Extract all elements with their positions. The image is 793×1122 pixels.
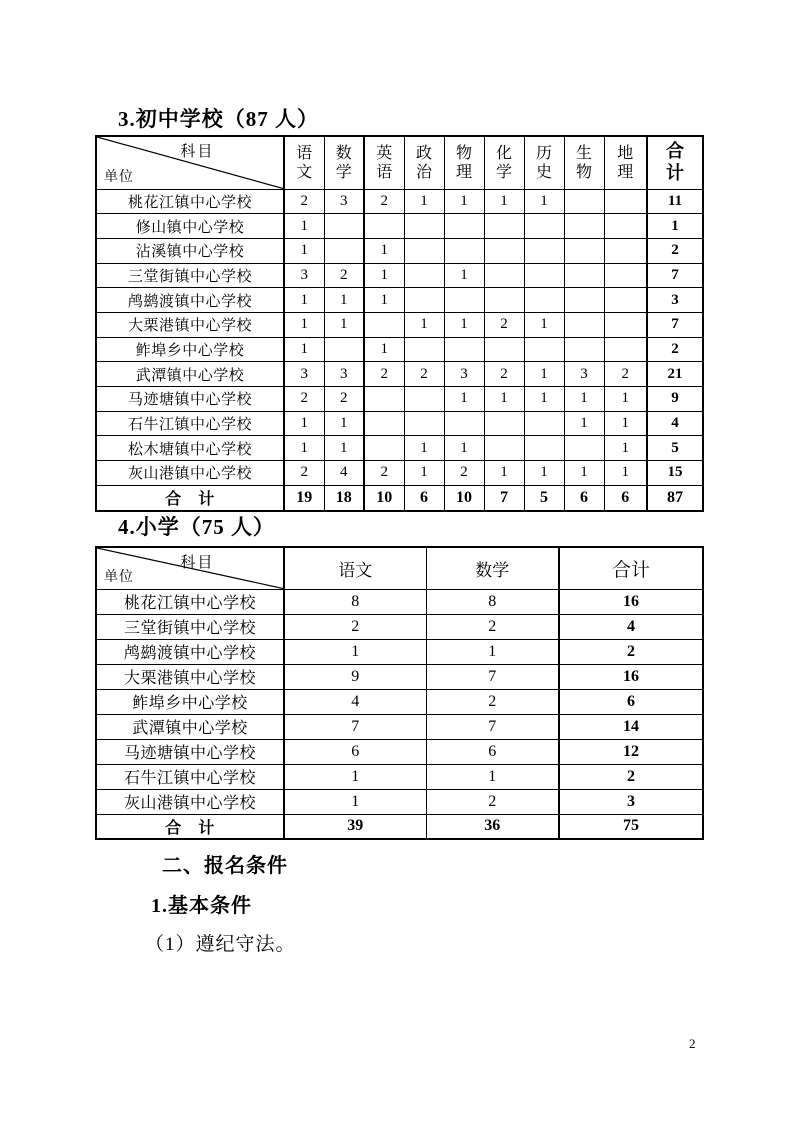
count-cell: 3 [444, 362, 484, 387]
table-row [96, 639, 703, 664]
count-cell: 18 [324, 485, 364, 511]
school-name-cell: 三堂街镇中心学校 [96, 263, 284, 288]
count-cell [404, 263, 444, 288]
total-label-cell: 合 计 [96, 814, 284, 839]
count-cell: 5 [647, 436, 703, 461]
count-cell: 1 [404, 189, 444, 214]
school-name-cell: 武潭镇中心学校 [96, 362, 284, 387]
count-cell: 1 [284, 789, 426, 814]
count-cell: 1 [564, 461, 604, 486]
count-cell [604, 288, 647, 313]
count-cell: 2 [324, 387, 364, 412]
count-cell [484, 238, 524, 263]
count-cell: 9 [647, 387, 703, 412]
count-cell: 1 [604, 461, 647, 486]
table-row [96, 312, 703, 337]
count-cell: 2 [559, 639, 703, 664]
table-row [96, 362, 703, 387]
conditions-heading: 二、报名条件 [162, 855, 288, 877]
count-cell: 16 [559, 589, 703, 614]
school-name-cell: 鸬鹚渡镇中心学校 [96, 288, 284, 313]
count-cell: 1 [524, 362, 564, 387]
count-cell [564, 238, 604, 263]
count-cell: 1 [564, 387, 604, 412]
table-row [96, 214, 703, 239]
count-cell [404, 387, 444, 412]
count-cell: 1 [564, 411, 604, 436]
count-cell: 1 [364, 238, 404, 263]
count-cell: 1 [284, 214, 324, 239]
corner-label-unit: 单位 [104, 169, 134, 185]
count-cell: 7 [426, 714, 559, 739]
count-cell [604, 263, 647, 288]
school-name-cell: 松木塘镇中心学校 [96, 436, 284, 461]
count-cell [484, 288, 524, 313]
corner-header-cell [96, 136, 284, 189]
table-row [96, 589, 703, 614]
count-cell: 1 [484, 387, 524, 412]
count-cell [444, 337, 484, 362]
column-header-label: 历史 [535, 144, 552, 181]
school-name-cell: 桃花江镇中心学校 [96, 189, 284, 214]
count-cell: 2 [284, 614, 426, 639]
total-column-header [647, 136, 703, 189]
count-cell: 2 [426, 614, 559, 639]
count-cell: 1 [284, 436, 324, 461]
count-cell: 1 [324, 288, 364, 313]
total-column-header: 合计 [559, 547, 703, 589]
count-cell: 2 [559, 764, 703, 789]
count-cell [444, 288, 484, 313]
count-cell: 2 [404, 362, 444, 387]
count-cell: 7 [647, 263, 703, 288]
column-header-label: 化学 [495, 144, 512, 181]
primary-table-header-row [96, 547, 703, 589]
count-cell [364, 387, 404, 412]
count-cell [564, 312, 604, 337]
count-cell: 1 [284, 639, 426, 664]
count-cell: 8 [426, 589, 559, 614]
table-row [96, 764, 703, 789]
subject-column-header [444, 136, 484, 189]
subject-column-header [284, 136, 324, 189]
table-row [96, 337, 703, 362]
count-cell: 19 [284, 485, 324, 511]
count-cell: 6 [426, 739, 559, 764]
count-cell: 1 [426, 639, 559, 664]
count-cell: 6 [604, 485, 647, 511]
count-cell: 3 [559, 789, 703, 814]
count-cell: 2 [364, 461, 404, 486]
count-cell: 1 [426, 764, 559, 789]
count-cell: 1 [284, 411, 324, 436]
count-cell [564, 337, 604, 362]
count-cell [404, 337, 444, 362]
school-name-cell: 沾溪镇中心学校 [96, 238, 284, 263]
school-name-cell: 马迹塘镇中心学校 [96, 387, 284, 412]
school-name-cell: 武潭镇中心学校 [96, 714, 284, 739]
table-row [96, 263, 703, 288]
count-cell: 1 [604, 411, 647, 436]
count-cell: 21 [647, 362, 703, 387]
count-cell: 2 [484, 312, 524, 337]
count-cell [444, 214, 484, 239]
count-cell: 1 [604, 436, 647, 461]
count-cell: 2 [647, 238, 703, 263]
count-cell: 1 [324, 411, 364, 436]
column-header-label: 生物 [575, 144, 592, 181]
column-header-label: 物理 [455, 144, 472, 181]
count-cell: 6 [404, 485, 444, 511]
count-cell: 1 [444, 189, 484, 214]
count-cell: 2 [484, 362, 524, 387]
count-cell: 5 [524, 485, 564, 511]
count-cell: 1 [284, 764, 426, 789]
count-cell: 2 [324, 263, 364, 288]
count-cell: 16 [559, 664, 703, 689]
count-cell [404, 411, 444, 436]
count-cell: 3 [284, 263, 324, 288]
subject-column-header [564, 136, 604, 189]
school-name-cell: 马迹塘镇中心学校 [96, 739, 284, 764]
count-cell [524, 337, 564, 362]
count-cell [604, 238, 647, 263]
table-row [96, 436, 703, 461]
table-row [96, 461, 703, 486]
table-row [96, 387, 703, 412]
count-cell [484, 411, 524, 436]
count-cell: 36 [426, 814, 559, 839]
school-name-cell: 石牛江镇中心学校 [96, 411, 284, 436]
count-cell: 75 [559, 814, 703, 839]
count-cell: 1 [524, 189, 564, 214]
page-number: 2 [689, 1036, 696, 1051]
count-cell: 2 [284, 189, 324, 214]
count-cell: 1 [364, 263, 404, 288]
count-cell [564, 214, 604, 239]
count-cell [524, 288, 564, 313]
count-cell [364, 214, 404, 239]
count-cell: 8 [284, 589, 426, 614]
count-cell [524, 263, 564, 288]
count-cell: 1 [284, 288, 324, 313]
subject-column-header [524, 136, 564, 189]
count-cell: 87 [647, 485, 703, 511]
junior-school-table [95, 135, 704, 512]
count-cell: 1 [324, 436, 364, 461]
count-cell: 1 [444, 312, 484, 337]
count-cell: 3 [324, 189, 364, 214]
subject-column-header [404, 136, 444, 189]
count-cell: 3 [284, 362, 324, 387]
count-cell [324, 337, 364, 362]
count-cell: 4 [559, 614, 703, 639]
corner-label-subject: 科目 [180, 555, 215, 571]
count-cell [604, 337, 647, 362]
table-row [96, 664, 703, 689]
subject-column-header: 语文 [284, 547, 426, 589]
column-header-label: 英语 [376, 144, 393, 181]
condition-item-1: （1）遵纪守法。 [145, 934, 296, 955]
school-name-cell: 大栗港镇中心学校 [96, 664, 284, 689]
subject-column-header [324, 136, 364, 189]
total-row [96, 814, 703, 839]
table-row [96, 739, 703, 764]
count-cell: 7 [426, 664, 559, 689]
count-cell: 1 [404, 312, 444, 337]
count-cell: 1 [484, 189, 524, 214]
school-name-cell: 三堂街镇中心学校 [96, 614, 284, 639]
count-cell: 7 [484, 485, 524, 511]
school-name-cell: 灰山港镇中心学校 [96, 789, 284, 814]
basic-conditions-subheading: 1.基本条件 [151, 895, 252, 917]
count-cell: 1 [284, 238, 324, 263]
count-cell: 10 [364, 485, 404, 511]
count-cell: 1 [484, 461, 524, 486]
school-name-cell: 修山镇中心学校 [96, 214, 284, 239]
count-cell [364, 436, 404, 461]
column-header-label: 政治 [415, 144, 432, 181]
count-cell: 1 [284, 312, 324, 337]
count-cell [604, 312, 647, 337]
count-cell: 1 [524, 312, 564, 337]
count-cell: 2 [444, 461, 484, 486]
count-cell [564, 436, 604, 461]
count-cell: 2 [604, 362, 647, 387]
count-cell: 1 [444, 263, 484, 288]
count-cell [404, 214, 444, 239]
count-cell [484, 263, 524, 288]
count-cell: 10 [444, 485, 484, 511]
column-header-label: 语文 [296, 144, 313, 181]
count-cell: 9 [284, 664, 426, 689]
table-row [96, 614, 703, 639]
table-row [96, 789, 703, 814]
count-cell: 11 [647, 189, 703, 214]
count-cell [564, 263, 604, 288]
count-cell: 3 [564, 362, 604, 387]
corner-label-subject: 科目 [180, 144, 215, 160]
count-cell [564, 189, 604, 214]
count-cell [324, 214, 364, 239]
column-header-label: 合计 [665, 141, 684, 183]
junior-table-header-row [96, 136, 703, 189]
column-header-label: 数学 [335, 144, 352, 181]
count-cell [524, 214, 564, 239]
count-cell: 1 [524, 387, 564, 412]
school-name-cell: 灰山港镇中心学校 [96, 461, 284, 486]
subject-column-header: 数学 [426, 547, 559, 589]
count-cell: 14 [559, 714, 703, 739]
count-cell: 1 [404, 436, 444, 461]
count-cell: 6 [559, 689, 703, 714]
count-cell: 2 [364, 189, 404, 214]
count-cell: 12 [559, 739, 703, 764]
table-row [96, 689, 703, 714]
primary-school-table [95, 546, 704, 840]
count-cell: 3 [647, 288, 703, 313]
primary-table-body [96, 589, 703, 839]
count-cell: 6 [564, 485, 604, 511]
count-cell [524, 436, 564, 461]
count-cell [364, 312, 404, 337]
table-row [96, 238, 703, 263]
count-cell: 7 [284, 714, 426, 739]
count-cell: 4 [324, 461, 364, 486]
count-cell [484, 214, 524, 239]
school-name-cell: 石牛江镇中心学校 [96, 764, 284, 789]
count-cell [524, 238, 564, 263]
subject-column-header [604, 136, 647, 189]
table-row [96, 288, 703, 313]
count-cell: 1 [404, 461, 444, 486]
school-name-cell: 鲊埠乡中心学校 [96, 689, 284, 714]
count-cell: 1 [444, 436, 484, 461]
count-cell: 1 [284, 337, 324, 362]
count-cell: 1 [324, 312, 364, 337]
count-cell [364, 411, 404, 436]
count-cell: 2 [426, 689, 559, 714]
total-label-cell: 合 计 [96, 485, 284, 511]
count-cell: 6 [284, 739, 426, 764]
count-cell: 2 [364, 362, 404, 387]
junior-table-body [96, 189, 703, 511]
table-row [96, 714, 703, 739]
total-row [96, 485, 703, 511]
count-cell: 39 [284, 814, 426, 839]
count-cell: 4 [284, 689, 426, 714]
count-cell: 2 [284, 461, 324, 486]
count-cell [524, 411, 564, 436]
count-cell: 2 [647, 337, 703, 362]
count-cell [484, 436, 524, 461]
count-cell: 1 [604, 387, 647, 412]
count-cell: 4 [647, 411, 703, 436]
corner-label-unit: 单位 [104, 569, 134, 585]
subject-column-header [484, 136, 524, 189]
count-cell [604, 214, 647, 239]
count-cell [564, 288, 604, 313]
school-name-cell: 大栗港镇中心学校 [96, 312, 284, 337]
school-name-cell: 鲊埠乡中心学校 [96, 337, 284, 362]
count-cell: 2 [284, 387, 324, 412]
junior-section-title: 3.初中学校（87 人） [118, 107, 319, 131]
count-cell: 15 [647, 461, 703, 486]
school-name-cell: 桃花江镇中心学校 [96, 589, 284, 614]
table-row [96, 189, 703, 214]
count-cell [444, 411, 484, 436]
count-cell: 1 [524, 461, 564, 486]
count-cell: 1 [364, 288, 404, 313]
count-cell [604, 189, 647, 214]
count-cell [324, 238, 364, 263]
subject-column-header [364, 136, 404, 189]
count-cell: 1 [444, 387, 484, 412]
column-header-label: 地理 [617, 144, 634, 181]
count-cell: 2 [426, 789, 559, 814]
count-cell: 3 [324, 362, 364, 387]
count-cell: 1 [647, 214, 703, 239]
count-cell [404, 288, 444, 313]
count-cell: 7 [647, 312, 703, 337]
primary-section-title: 4.小学（75 人） [118, 515, 275, 539]
count-cell: 1 [364, 337, 404, 362]
count-cell [484, 337, 524, 362]
corner-header-cell [96, 547, 284, 589]
table-row [96, 411, 703, 436]
count-cell [404, 238, 444, 263]
count-cell [444, 238, 484, 263]
school-name-cell: 鸬鹚渡镇中心学校 [96, 639, 284, 664]
